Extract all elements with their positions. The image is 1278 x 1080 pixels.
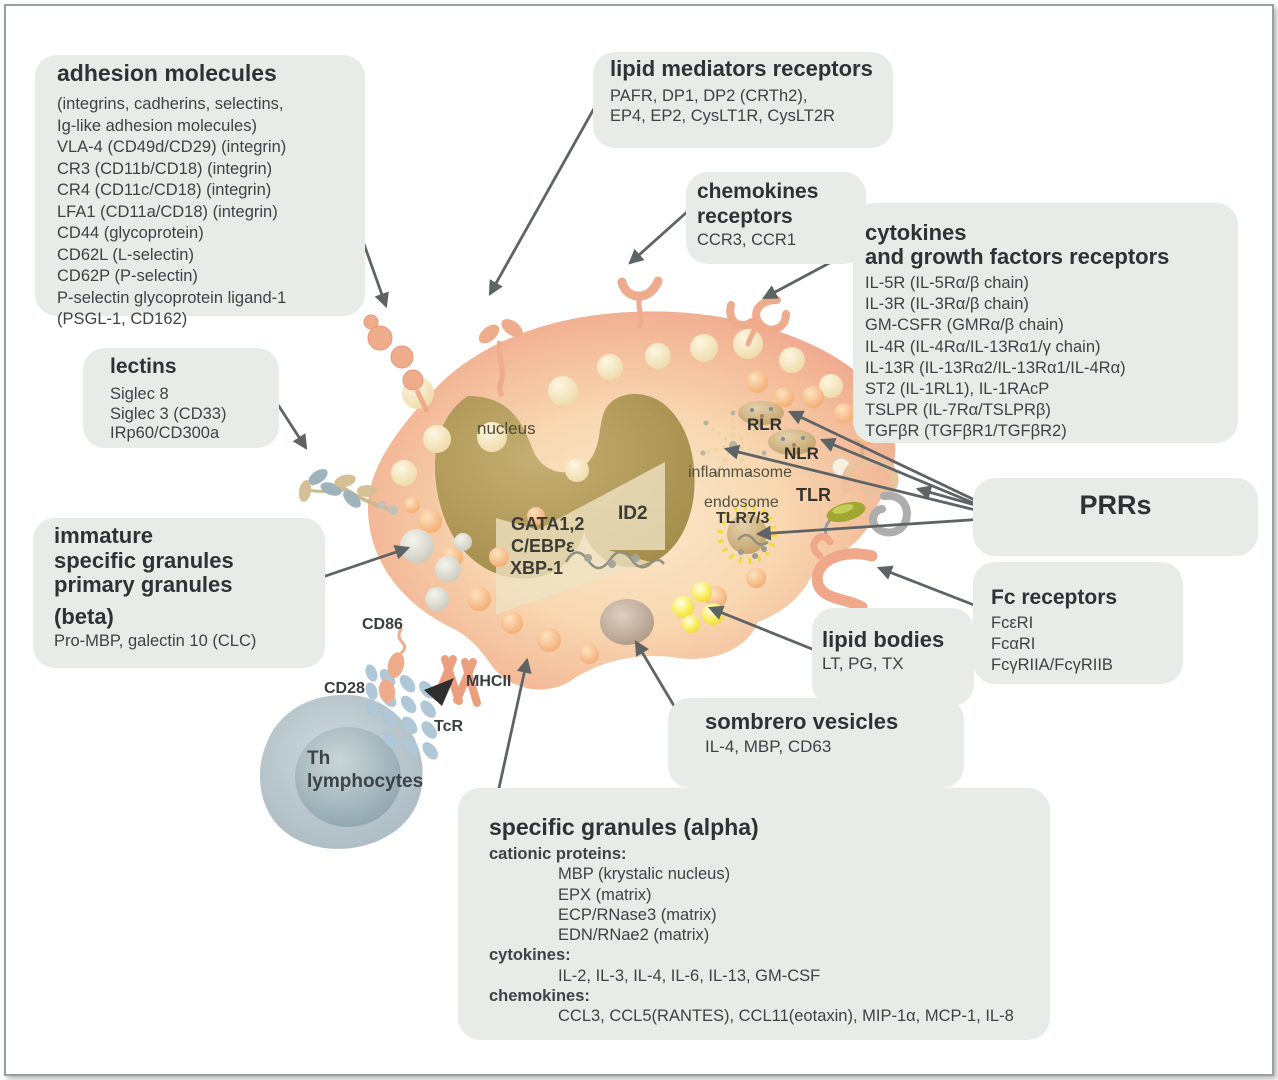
box-line: ST2 (IL-1RL1), IL-1RAcP [865, 380, 1050, 399]
box-line: EDN/RNae2 (matrix) [558, 926, 710, 945]
sombrero-vesicles-box [668, 698, 964, 788]
box-line: CR3 (CD11b/CD18) (integrin) [57, 159, 273, 178]
chemokines-receptors-box [686, 172, 866, 264]
gata-label: GATA1,2 [511, 514, 585, 534]
box-line: MBP (krystalic nucleus) [558, 865, 731, 884]
box-title: Fc receptors [991, 586, 1118, 609]
box-title: lipid mediators receptors [610, 56, 873, 81]
box-title: chemokines [697, 180, 819, 203]
box-title: cytokines [865, 220, 967, 245]
sombrero-vesicle [600, 599, 654, 645]
immature-granules-box [33, 518, 325, 668]
box-line: TGFβR (TGFβR1/TGFβR2) [865, 422, 1067, 441]
box-title: immature [54, 523, 154, 548]
box-line: EP4, EP2, CysLT1R, CysLT2R [610, 107, 835, 125]
section-heading: chemokines: [489, 987, 590, 1006]
nucleus-label: nucleus [477, 419, 536, 438]
box-title-2: specific granules [54, 547, 234, 573]
lipid-bodies-box [812, 608, 974, 706]
xbp-label: XBP-1 [510, 558, 564, 578]
box-line: (PSGL-1, CD162) [57, 310, 188, 328]
cd86-receptor [377, 628, 406, 704]
cd86-label: CD86 [362, 616, 403, 633]
section-heading: cationic proteins: [489, 845, 627, 863]
box-title: lipid bodies [822, 627, 945, 652]
fc-receptors-box [973, 562, 1183, 684]
box-title-2: receptors [697, 205, 793, 228]
box-line: Pro-MBP, galectin 10 (CLC) [54, 631, 257, 650]
box-line: CCR3, CCR1 [697, 231, 797, 249]
mhcii-label: MHCII [466, 673, 512, 690]
box-line: LT, PG, TX [822, 654, 904, 673]
box-line: FcγRIIA/FcγRIIB [991, 656, 1113, 674]
box-title: sombrero vesicles [705, 709, 899, 734]
box-line: ECP/RNase3 (matrix) [558, 905, 717, 924]
specific-granules-alpha-box [458, 788, 1050, 1040]
box-title: specific granules (alpha) [489, 814, 759, 840]
box-title-2: and growth factors receptors [865, 244, 1170, 269]
tlr73-label: TLR7/3 [716, 510, 770, 527]
rlr-label: RLR [747, 415, 782, 434]
prrs-box [973, 478, 1258, 556]
inflammasome-label: inflammasome [688, 464, 793, 481]
box-line: IL-2, IL-3, IL-4, IL-6, IL-13, GM-CSF [558, 966, 821, 985]
box-line: IL-3R (IL-3Rα/β chain) [865, 295, 1029, 314]
lipid-mediators-box [593, 52, 893, 148]
box-line: IRp60/CD300a [110, 424, 220, 442]
cytokines-receptors-box [853, 203, 1238, 443]
box-line: P-selectin glycoprotein ligand-1 [57, 288, 287, 307]
box-line: VLA-4 (CD49d/CD29) (integrin) [57, 138, 287, 156]
box-title: PRRs [1079, 490, 1152, 520]
cebp-label: C/EBPε [511, 536, 575, 556]
box-line: IL-4R (IL-4Rα/IL-13Rα1/γ chain) [865, 337, 1101, 356]
box-line: FcεRI [991, 614, 1034, 632]
box-line: IL-13R (IL-13Rα2/IL-13Rα1/IL-4Rα) [865, 358, 1126, 377]
section-heading: cytokines: [489, 946, 571, 965]
box-line: Ig-like adhesion molecules) [57, 116, 257, 135]
endosome-label: endosome [704, 494, 779, 511]
box-line: CD62P (P-selectin) [57, 267, 198, 285]
box-line: CCL3, CCL5(RANTES), CCL11(eotaxin), MIP-1α, MCP-1, IL-8 [558, 1007, 1014, 1026]
box-title-3: primary granules [54, 572, 233, 597]
th-label-line1: Th [307, 748, 331, 769]
adhesion-receptor [364, 315, 427, 412]
tlr-label: TLR [796, 485, 831, 505]
box-title: adhesion molecules [57, 60, 277, 86]
box-line: CD62L (L-selectin) [57, 245, 194, 264]
box-line: Siglec 3 (CD33) [110, 404, 227, 423]
nlr-label: NLR [784, 444, 819, 463]
box-line: FcαRI [991, 635, 1036, 653]
box-line: GM-CSFR (GMRα/β chain) [865, 316, 1064, 335]
box-line: CD44 (glycoprotein) [57, 224, 204, 242]
box-line: CR4 (CD11c/CD18) (integrin) [57, 181, 272, 199]
cd28-label: CD28 [324, 680, 365, 697]
box-title-4: (beta) [54, 603, 114, 629]
lectins-box [83, 348, 279, 448]
box-line: LFA1 (CD11a/CD18) (integrin) [57, 202, 278, 221]
box-line: TSLPR (IL-7Rα/TSLPRβ) [865, 401, 1051, 420]
box-line: Siglec 8 [110, 385, 169, 403]
id2-label: ID2 [618, 503, 648, 524]
box-line: IL-4, MBP, CD63 [705, 737, 832, 756]
box-line: IL-5R (IL-5Rα/β chain) [865, 274, 1029, 292]
th-label-line2: lymphocytes [307, 771, 424, 792]
box-line: PAFR, DP1, DP2 (CRTh2), [610, 87, 808, 105]
tcr-label: TcR [434, 718, 464, 735]
adhesion-molecules-box [35, 55, 365, 328]
box-line: EPX (matrix) [558, 885, 652, 904]
box-line: (integrins, cadherins, selectins, [57, 95, 284, 113]
box-title: lectins [110, 355, 177, 378]
